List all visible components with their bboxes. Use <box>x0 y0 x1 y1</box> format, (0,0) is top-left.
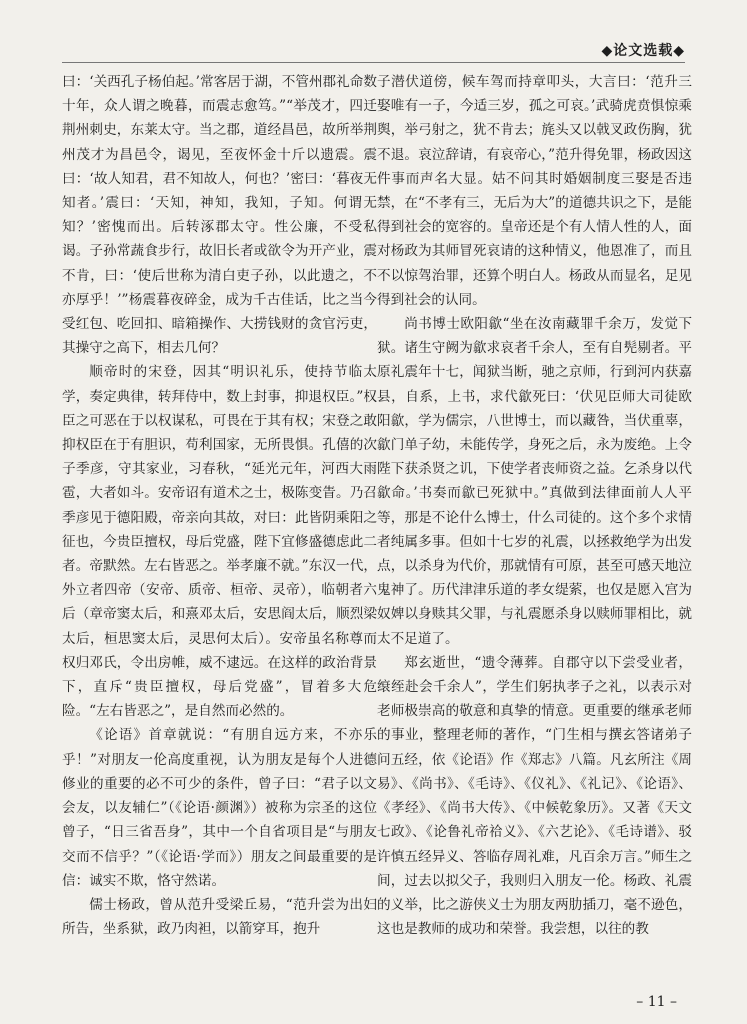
paragraph: 顺帝时的宋登，因其“明识礼乐，使持节临太学，奏定典律，转拜侍中，数上封事，抑退权臣。”权臣之可恶在于以权谋私，可畏在于其有权；宋登之敢抑权臣在于有胆识，苟利国家，无所畏惧。孔僖的次子季彦，守其家业，习春秋，“延光元年，河西大雨雹，大者如斗。安帝诏有道术之士，极陈变眚。乃召季彦见于德阳殿，帝亲向其故，对曰：此皆阴乘阳之征也，今贵臣擅权，母后党盛，陛下宜修盛德虑此二者。帝默然。左右皆恶之。举孝廉不就。”东汉一代，外立者四帝（安帝、质帝、桓帝、灵帝），临朝者六后（章帝窦太后，和熹邓太后，安思阎太后，顺烈梁太后，桓思窦太后，灵思何太后）。安帝虽名称尊而权归邓氏，令出房帷，威不逮远。在这样的政治背景下，直斥“贵臣擅权，母后党盛”，冒着多大危险。“左右皆恶之”，是自然而必然的。 <box>62 364 377 720</box>
paragraph: 郑玄逝世，“遗令薄葬。自郡守以下尝受业者，缞绖赴会千余人”，学生们躬执孝子之礼，以表示对老师极崇高的敬意和真挚的情意。更重要的继承老师的事业，整理老师的著作，“门生相与撰玄答诸弟子问五经，依《论语》作《郑志》八篇。凡玄所注《周易》、《尚书》、《毛诗》、《仪礼》、《礼记》、《论语》、《孝经》、《尚书大传》、《中候乾象历》。又著《天文七政》、《论鲁礼帝祫义》、《六艺论》、《毛诗谱》、驳许慎五经异义、答临存周礼难，凡百余万言。”师生之间，过去以拟父子，我则归入朋友一伦。杨政、礼震的义举，比之游侠义士为朋友两肋插刀，毫不逊色，这也是教师的成功和荣誉。我尝想，以往的教 <box>377 654 692 938</box>
header-rule <box>62 62 685 63</box>
paragraph: 子潜伏道傍，候车驾而持章叩头，大言曰：‘范升三娶唯有一子，今适三岁，孤之可哀。’武骑虎贲惧惊乘舆，举弓射之，犹不肯去；旄头又以戟叉政伤胸，犹不退。哀泣辞请，有哀帝心，”范升得免罪，杨政因这件事而声名大显。姑不问其时婚姻制度三娶是否违禁，在“不孝有三，无后为大”的道德共识之下，是能得到社会的宽容的。皇帝还是个有人情人性的人，面对杨政为其师冒死哀请的这种情义，他恩准了，而且不以惊驾治罪，还算个明白人。杨政从而显名，足见得到社会的认同。 <box>377 74 692 308</box>
paragraph: 《论语》首章就说：“有朋自远方来，不亦乐乎！”对朋友一伦高度重视，认为朋友是每个人进德修业的重要的必不可少的条件，曾子曰：“君子以文会友，以友辅仁”（《论语·颜渊》）被称为宗圣的这位曾子，“日三省吾身”，其中一个自省项目是“与朋友交而不信乎？”（《论语·学而》）朋友之间最重要的是信：诚实不欺，恪守然诺。 <box>62 727 377 889</box>
page-number: – 11 – <box>636 994 677 1010</box>
left-column <box>62 70 377 941</box>
paragraph: 尚书博士欧阳歙“坐在汝南藏罪千余万，发觉下狱。诸生守阙为歙求哀者千余人，至有自髡剔者。平原礼震年十七，闻狱当断，驰之京师，行到河内获嘉县，自系，上书，求代歙死曰：‘伏见臣师大司徒欧阳歙，学为儒宗，八世博士，而以藏咎，当伏重辜，歙门单子幼，未能传学，身死之后，永为废绝。上令陛下获杀贤之讥，下使学者丧师资之益。乞杀身以代歙命。’书奏而歙已死狱中。”真做到法律面前人人平等，那是不论什么博士，什么司徒的。这个多个求情者纯属多事。但如十七岁的礼震，以拯救绝学为出发点，以杀身为代价，那就情有可原，甚至可感天地泣鬼神了。历代津津乐道的孝女缇萦，也仅是愿入宫为奴婢以身赎其父罪，与礼震愿杀身以赎师罪相比，就太不足道了。 <box>377 316 692 647</box>
paragraph: 儒士杨政，曾从范升受梁丘易，“范升尝为出妇所告，坐系狱，政乃肉袒，以箭穿耳，抱升 <box>62 896 377 938</box>
right-column <box>377 70 692 941</box>
paragraph: 曰：‘关西孔子杨伯起。’常客居于湖，不管州郡礼命数十年，众人谓之晚暮，而震志愈笃。”“举茂才，四迁荆州刺史，东莱太守。当之郡，道经昌邑，故所举荆州茂才为昌邑令，谒见，至夜怀金十斤以遗震。震曰：‘故人知君，君不知故人，何也？’密曰：‘暮夜无知者。’震曰：‘天知，神知，我知，子知。何谓无知？’密愧而出。后转涿郡太守。性公廉，不受私谒。子孙常蔬食步行，故旧长者或欲令为开产业，震不肯，曰：‘使后世称为清白吏子孙，以此遗之，不亦厚乎！’”杨震暮夜碎金，成为千古佳话，比之当今受红包、吃回扣、暗箱操作、大捞钱财的贪官污吏，其操守之高下，相去几何？ <box>62 74 377 357</box>
section-header: ◆论文选载◆ <box>601 43 685 59</box>
